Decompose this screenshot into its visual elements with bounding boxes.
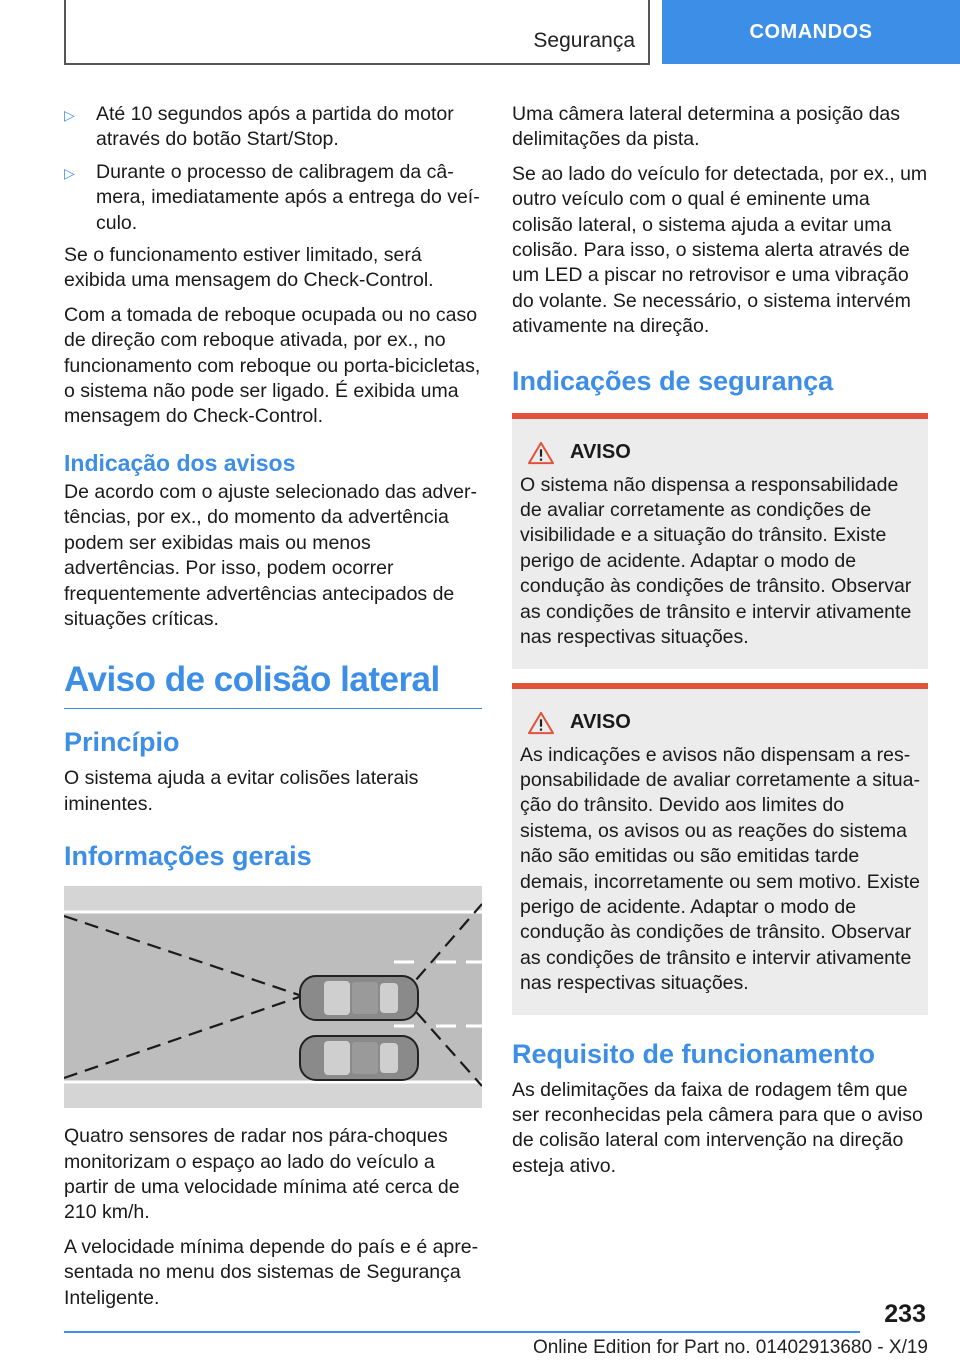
- warning-text: O sistema não dispensa a responsabilidade de avaliar corretamente as condições de visibilidade e a situação do trânsito. Existe perigo de acidente. Adaptar o modo de condução às condições de trânsito. Observar as condições de trânsito e intervir ativamente nas respectivas situações.: [520, 473, 912, 649]
- triangle-bullet-icon: ▷: [64, 107, 75, 123]
- paragraph: As delimitações da faixa de rodagem têm que ser reconhecidas pela câmera para que o aviso de colisão lateral com intervenção na direção esteja ativo.: [512, 1078, 923, 1177]
- heading-indicacoes-seguranca: Indicações de segurança: [512, 365, 834, 396]
- warning-title: AVISO: [570, 711, 631, 733]
- header-section-title: Segurança: [533, 29, 635, 52]
- page-number: 233: [884, 1300, 926, 1328]
- warning-title: AVISO: [570, 441, 631, 464]
- warning-header: [520, 441, 920, 465]
- list-item: ▷ Até 10 segundos após a partida do motor através do botão Start/Stop.: [64, 103, 454, 151]
- heading-requisito-funcionamento: Requisito de funcionamento: [512, 1038, 876, 1069]
- header-bottom-rule: [64, 63, 650, 65]
- right-column: [512, 102, 928, 1188]
- paragraph: De acordo com o ajuste selecionado das advertências, por ex., do momento da advertência podem ser exibidas mais ou menos advertências. Por isso, podem ocorrer frequentemente advertências antecipados de situações críticas.: [64, 480, 477, 630]
- warning-header: [520, 711, 920, 735]
- warning-text: As indicações e avisos não dispensam a responsabilidade de avaliar corretamente a situação do trânsito. Devido aos limites do sistema, os avisos ou as reações do sistema não são emitidas ou são emitidas tarde demais, incorretamente ou sem motivo. Existe perigo de acidente. Adaptar o modo de condução às condições de trânsito. Observar as condições de trânsito e intervir ativamente nas respectivas situações.: [520, 743, 920, 995]
- paragraph: Uma câmera lateral determina a posição das delimitações da pista.: [512, 103, 901, 151]
- heading-principio: Princípio: [64, 727, 180, 758]
- header-right-rule: [648, 0, 650, 64]
- side-collision-illustration: [64, 886, 482, 1108]
- heading-informacoes-gerais: Informações gerais: [64, 841, 312, 872]
- paragraph: O sistema ajuda a evitar colisões laterais iminentes.: [64, 767, 419, 815]
- paragraph: Quatro sensores de radar nos pára-choques monitorizam o espaço ao lado do veículo a partir de uma velocidade mínima até cerca de 210 km/h.: [64, 1125, 460, 1224]
- header-chapter-tab[interactable]: COMANDOS: [662, 0, 960, 64]
- heading-indicacao-avisos: Indicação dos avisos: [64, 449, 296, 476]
- heading-aviso-colisao-lateral: Aviso de colisão lateral: [64, 660, 482, 709]
- triangle-bullet-icon: ▷: [64, 164, 75, 181]
- footer-rule: [64, 1331, 860, 1333]
- warning-box: [512, 683, 928, 1015]
- list-item: ▷ Durante o processo de calibragem da câmera, imediatamente após a entrega do veículo.: [64, 160, 480, 234]
- paragraph: Se ao lado do veículo for detectada, por ex., um outro veículo com o qual é eminente uma colisão lateral, o sistema ajuda a evitar uma colisão. Para isso, o sistema alerta através de um LED a piscar no retrovisor e uma vibração do volante. Se necessário, o sistema intervém ativamente na direção.: [512, 162, 928, 338]
- paragraph: A velocidade mínima depende do país e é apresentada no menu dos sistemas de Segurança Inteligente.: [64, 1235, 479, 1309]
- warning-box: [512, 413, 928, 669]
- warning-triangle-icon: [526, 441, 556, 465]
- left-column: [64, 102, 482, 1320]
- header-left-rule: [64, 0, 66, 64]
- car-icon: [300, 1036, 418, 1080]
- paragraph: Com a tomada de reboque ocupada ou no caso de direção com reboque ativada, por ex., no funcionamento com reboque ou porta-bicicletas, o sistema não pode ser ligado. É exibida uma mensagem do Check-Control.: [64, 303, 481, 428]
- footer-edition-text: Online Edition for Part no. 01402913680 - X/19: [532, 1337, 928, 1358]
- condition-list: [64, 102, 482, 236]
- paragraph: Se o funcionamento estiver limitado, será exibida uma mensagem do Check-Control.: [64, 244, 434, 292]
- car-icon: [300, 976, 418, 1020]
- warning-triangle-icon: [526, 711, 556, 735]
